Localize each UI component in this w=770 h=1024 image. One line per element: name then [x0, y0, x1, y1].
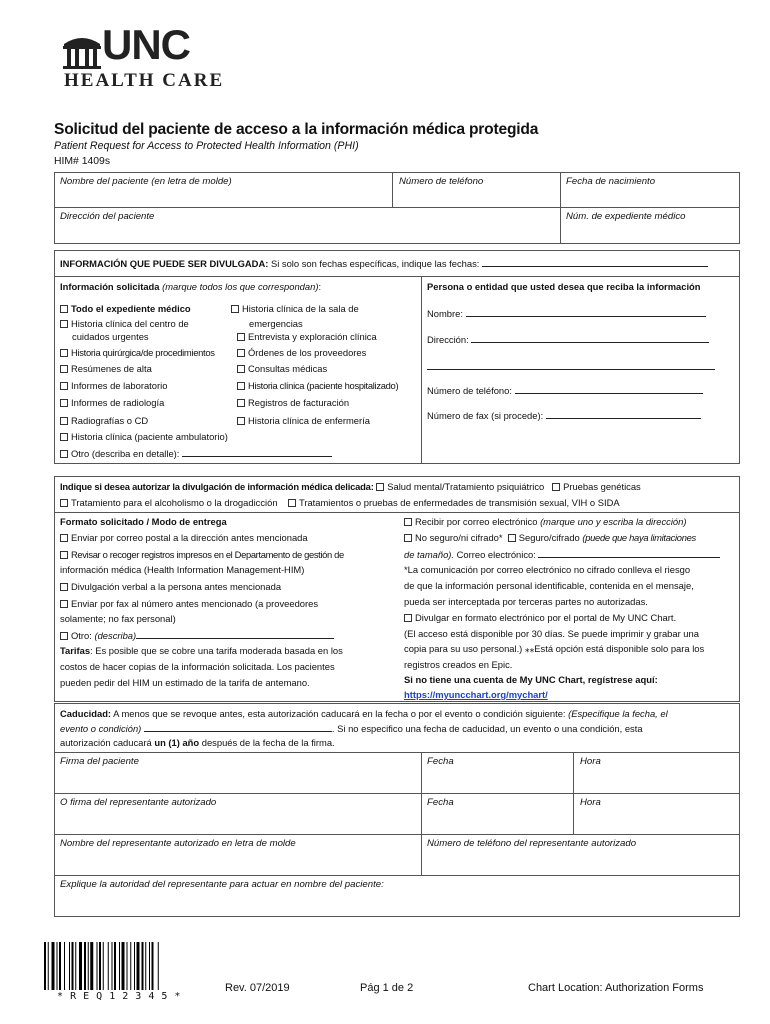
check-no-seguro[interactable]: No seguro/ni cifrado*: [404, 532, 503, 543]
check-sala-line2: emergencias: [249, 318, 303, 329]
checkbox-icon[interactable]: [376, 483, 384, 491]
checkbox-icon[interactable]: [508, 534, 516, 542]
check-postal[interactable]: Enviar por correo postal a la dirección antes mencionada: [60, 532, 308, 545]
dates-label: Si solo son fechas específicas, indique las fechas:: [270, 258, 480, 269]
rep-phone-field[interactable]: Número de teléfono del representante autorizado: [427, 838, 637, 849]
info-heading: INFORMACIÓN QUE PUEDE SER DIVULGADA:: [60, 258, 269, 269]
check-hospitalizado[interactable]: Historia clínica (paciente hospitalizado): [237, 380, 398, 393]
check-sala[interactable]: Historia clínica de la sala de: [231, 303, 359, 316]
rep-sig-time-field[interactable]: Hora: [580, 797, 601, 808]
expiration-text-1: A menos que se revoque antes, esta autorización caducará en la fecha o por el evento o condición siguiente:: [113, 708, 566, 719]
checkbox-icon[interactable]: [404, 534, 412, 542]
recipient-phone-line[interactable]: [515, 384, 703, 394]
checkbox-icon[interactable]: [60, 365, 68, 373]
recipient-fax-line[interactable]: [546, 409, 701, 419]
checkbox-icon[interactable]: [237, 417, 245, 425]
checkbox-icon[interactable]: [237, 382, 245, 390]
tarifas-text-1: : Es posible que se cobre una tarifa moderada basada en los: [90, 645, 343, 656]
recipient-address-line-2[interactable]: [427, 360, 715, 370]
checkbox-icon[interactable]: [404, 518, 412, 526]
check-alcoholismo[interactable]: Tratamiento para el alcoholismo o la drogadicción: [60, 497, 278, 508]
check-email[interactable]: Recibir por correo electrónico (marque uno y escriba la dirección): [404, 516, 686, 529]
otro-input-line[interactable]: [182, 447, 332, 457]
requested-label: Información solicitada: [60, 281, 160, 292]
tarifas-label: Tarifas: [60, 645, 91, 656]
revision-text: Rev. 07/2019: [225, 982, 290, 994]
rep-authority-field[interactable]: Explique la autoridad del representante para actuar en nombre del paciente:: [60, 879, 384, 890]
patient-name-field[interactable]: Nombre del paciente (en letra de molde): [60, 176, 232, 187]
rep-sig-date-field[interactable]: Fecha: [427, 797, 454, 808]
otro-format-line[interactable]: [136, 629, 334, 639]
recipient-address-label: Dirección:: [427, 334, 469, 345]
check-laboratorio[interactable]: Informes de laboratorio: [60, 380, 167, 393]
checkbox-icon[interactable]: [60, 320, 68, 328]
check-verbal[interactable]: Divulgación verbal a la persona antes mencionada: [60, 581, 281, 594]
checkbox-icon[interactable]: [237, 333, 245, 341]
recipient-heading: Persona o entidad que usted desea que reciba la información: [427, 281, 701, 292]
check-radiografias[interactable]: Radiografías o CD: [60, 415, 148, 428]
rep-name-field[interactable]: Nombre del representante autorizado en letra de molde: [60, 838, 296, 849]
check-enfermeria[interactable]: Historia clínica de enfermería: [237, 415, 370, 428]
unc-logo: [62, 21, 232, 92]
signup-link[interactable]: https://myuncchart.org/mychart/: [404, 689, 548, 700]
email-input-line[interactable]: [538, 548, 720, 558]
tarifas-text-3: pueden pedir del HIM un estimado de la tarifa de antemano.: [60, 677, 310, 688]
portal-text-4: registros creados en Epic.: [404, 659, 513, 670]
checkbox-icon[interactable]: [60, 632, 68, 640]
checkbox-icon[interactable]: [60, 534, 68, 542]
portal-text-2: (El acceso está disponible por 30 días. Se puede imprimir y grabar una: [404, 628, 699, 639]
signup-text: Si no tiene una cuenta de My UNC Chart, regístrese aquí:: [404, 674, 658, 685]
check-ordenes[interactable]: Órdenes de los proveedores: [237, 347, 366, 360]
check-otro-format[interactable]: Otro: (describa): [60, 629, 334, 643]
format-heading: Formato solicitado / Modo de entrega: [60, 516, 227, 527]
check-revisar[interactable]: Revisar o recoger registros impresos en el Departamento de gestión de: [60, 549, 344, 562]
patient-sig-date-field[interactable]: Fecha: [427, 756, 454, 767]
checkbox-icon[interactable]: [60, 305, 68, 313]
fax-line2: solamente; no fax personal): [60, 613, 176, 624]
check-salud-mental[interactable]: Salud mental/Tratamiento psiquiátrico: [376, 481, 544, 492]
checkbox-icon[interactable]: [60, 417, 68, 425]
recipient-phone-label: Número de teléfono:: [427, 385, 512, 396]
patient-signature-field[interactable]: Firma del paciente: [60, 756, 139, 767]
dates-input-line[interactable]: [482, 257, 708, 267]
check-portal[interactable]: Divulgar en formato electrónico por el portal de My UNC Chart.: [404, 612, 676, 625]
check-urgentes[interactable]: Historia clínica del centro de: [60, 318, 189, 331]
checkbox-icon[interactable]: [404, 614, 412, 622]
page-number: Pág 1 de 2: [360, 982, 414, 994]
email-warning-3: pueda ser interceptada por terceras partes no autorizadas.: [404, 596, 648, 607]
recipient-address-line[interactable]: [471, 333, 709, 343]
checkbox-icon[interactable]: [288, 499, 296, 507]
form-number: HIM# 1409s: [54, 156, 111, 167]
check-entrevista[interactable]: Entrevista y exploración clínica: [237, 331, 377, 344]
checkbox-icon[interactable]: [60, 551, 68, 559]
barcode-icon: [44, 942, 194, 990]
portal-text-3: copia para su uso personal.) ⁎⁎Está opción está disponible solo para los: [404, 643, 705, 654]
checkbox-icon[interactable]: [237, 365, 245, 373]
check-geneticas[interactable]: Pruebas genéticas: [552, 481, 641, 492]
checkbox-icon[interactable]: [60, 399, 68, 407]
check-urgentes-line2: cuidados urgentes: [72, 331, 149, 342]
checkbox-icon[interactable]: [60, 433, 68, 441]
patient-address-field[interactable]: Dirección del paciente: [60, 211, 155, 222]
tarifas-text-2: costos de hacer copias de la información solicitada. Los pacientes: [60, 661, 335, 672]
requested-note: (marque todos los que correspondan): [162, 281, 319, 292]
checkbox-icon[interactable]: [60, 600, 68, 608]
old-well-icon: [62, 30, 102, 70]
check-resumenes[interactable]: Resúmenes de alta: [60, 363, 152, 376]
form-subtitle: Patient Request for Access to Protected Health Information (PHI): [54, 140, 359, 152]
checkbox-icon[interactable]: [237, 349, 245, 357]
revisar-line2: información médica (Health Information Management-HIM): [60, 564, 305, 575]
expiration-input-line[interactable]: [144, 722, 332, 732]
checkbox-icon[interactable]: [552, 483, 560, 491]
form-title: Solicitud del paciente de acceso a la información médica protegida: [54, 121, 539, 138]
patient-mrn-field[interactable]: Núm. de expediente médico: [566, 211, 686, 222]
chart-location: Chart Location: Authorization Forms: [528, 982, 704, 994]
patient-dob-field[interactable]: Fecha de nacimiento: [566, 176, 656, 187]
logo-health-care-text: HEALTH CARE: [64, 70, 225, 91]
rep-signature-field[interactable]: O firma del representante autorizado: [60, 797, 217, 808]
check-todo[interactable]: Todo el expediente médico: [60, 303, 191, 316]
checkbox-icon[interactable]: [231, 305, 239, 313]
check-ets[interactable]: Tratamientos o pruebas de enfermedades de transmisión sexual, VIH o SIDA: [288, 497, 620, 508]
email-warning-2: de que la información personal identificable, contenida en el mensaje,: [404, 580, 694, 591]
checkbox-icon[interactable]: [60, 382, 68, 390]
patient-phone-field[interactable]: Número de teléfono: [399, 176, 484, 187]
check-ambulatorio[interactable]: Historia clínica (paciente ambulatorio): [60, 431, 228, 444]
recipient-name-label: Nombre:: [427, 308, 463, 319]
checkbox-icon[interactable]: [60, 499, 68, 507]
logo-unc-text: UNC: [102, 21, 190, 68]
check-consultas[interactable]: Consultas médicas: [237, 363, 327, 376]
email-warning-1: *La comunicación por correo electrónico no cifrado conlleva el riesgo: [404, 564, 691, 575]
checkbox-icon[interactable]: [60, 349, 68, 357]
barcode-text: * R E Q 1 2 3 4 5 *: [57, 991, 181, 1002]
check-quirurgica[interactable]: Historia quirúrgica/de procedimientos: [60, 347, 215, 360]
check-otro[interactable]: Otro (describa en detalle):: [60, 447, 332, 461]
checkbox-icon[interactable]: [60, 450, 68, 458]
recipient-fax-label: Número de fax (si procede):: [427, 410, 544, 421]
check-seguro[interactable]: Seguro/cifrado: [508, 532, 580, 543]
recipient-name-line[interactable]: [466, 307, 706, 317]
check-fax[interactable]: Enviar por fax al número antes mencionado (a proveedores: [60, 598, 318, 611]
expiration-label: Caducidad:: [60, 708, 112, 719]
patient-sig-time-field[interactable]: Hora: [580, 756, 601, 767]
checkbox-icon[interactable]: [237, 399, 245, 407]
check-facturacion[interactable]: Registros de facturación: [237, 397, 349, 410]
checkbox-icon[interactable]: [60, 583, 68, 591]
check-radiologia[interactable]: Informes de radiología: [60, 397, 164, 410]
sensitive-heading: Indique si desea autorizar la divulgación de información médica delicada:: [60, 481, 374, 492]
